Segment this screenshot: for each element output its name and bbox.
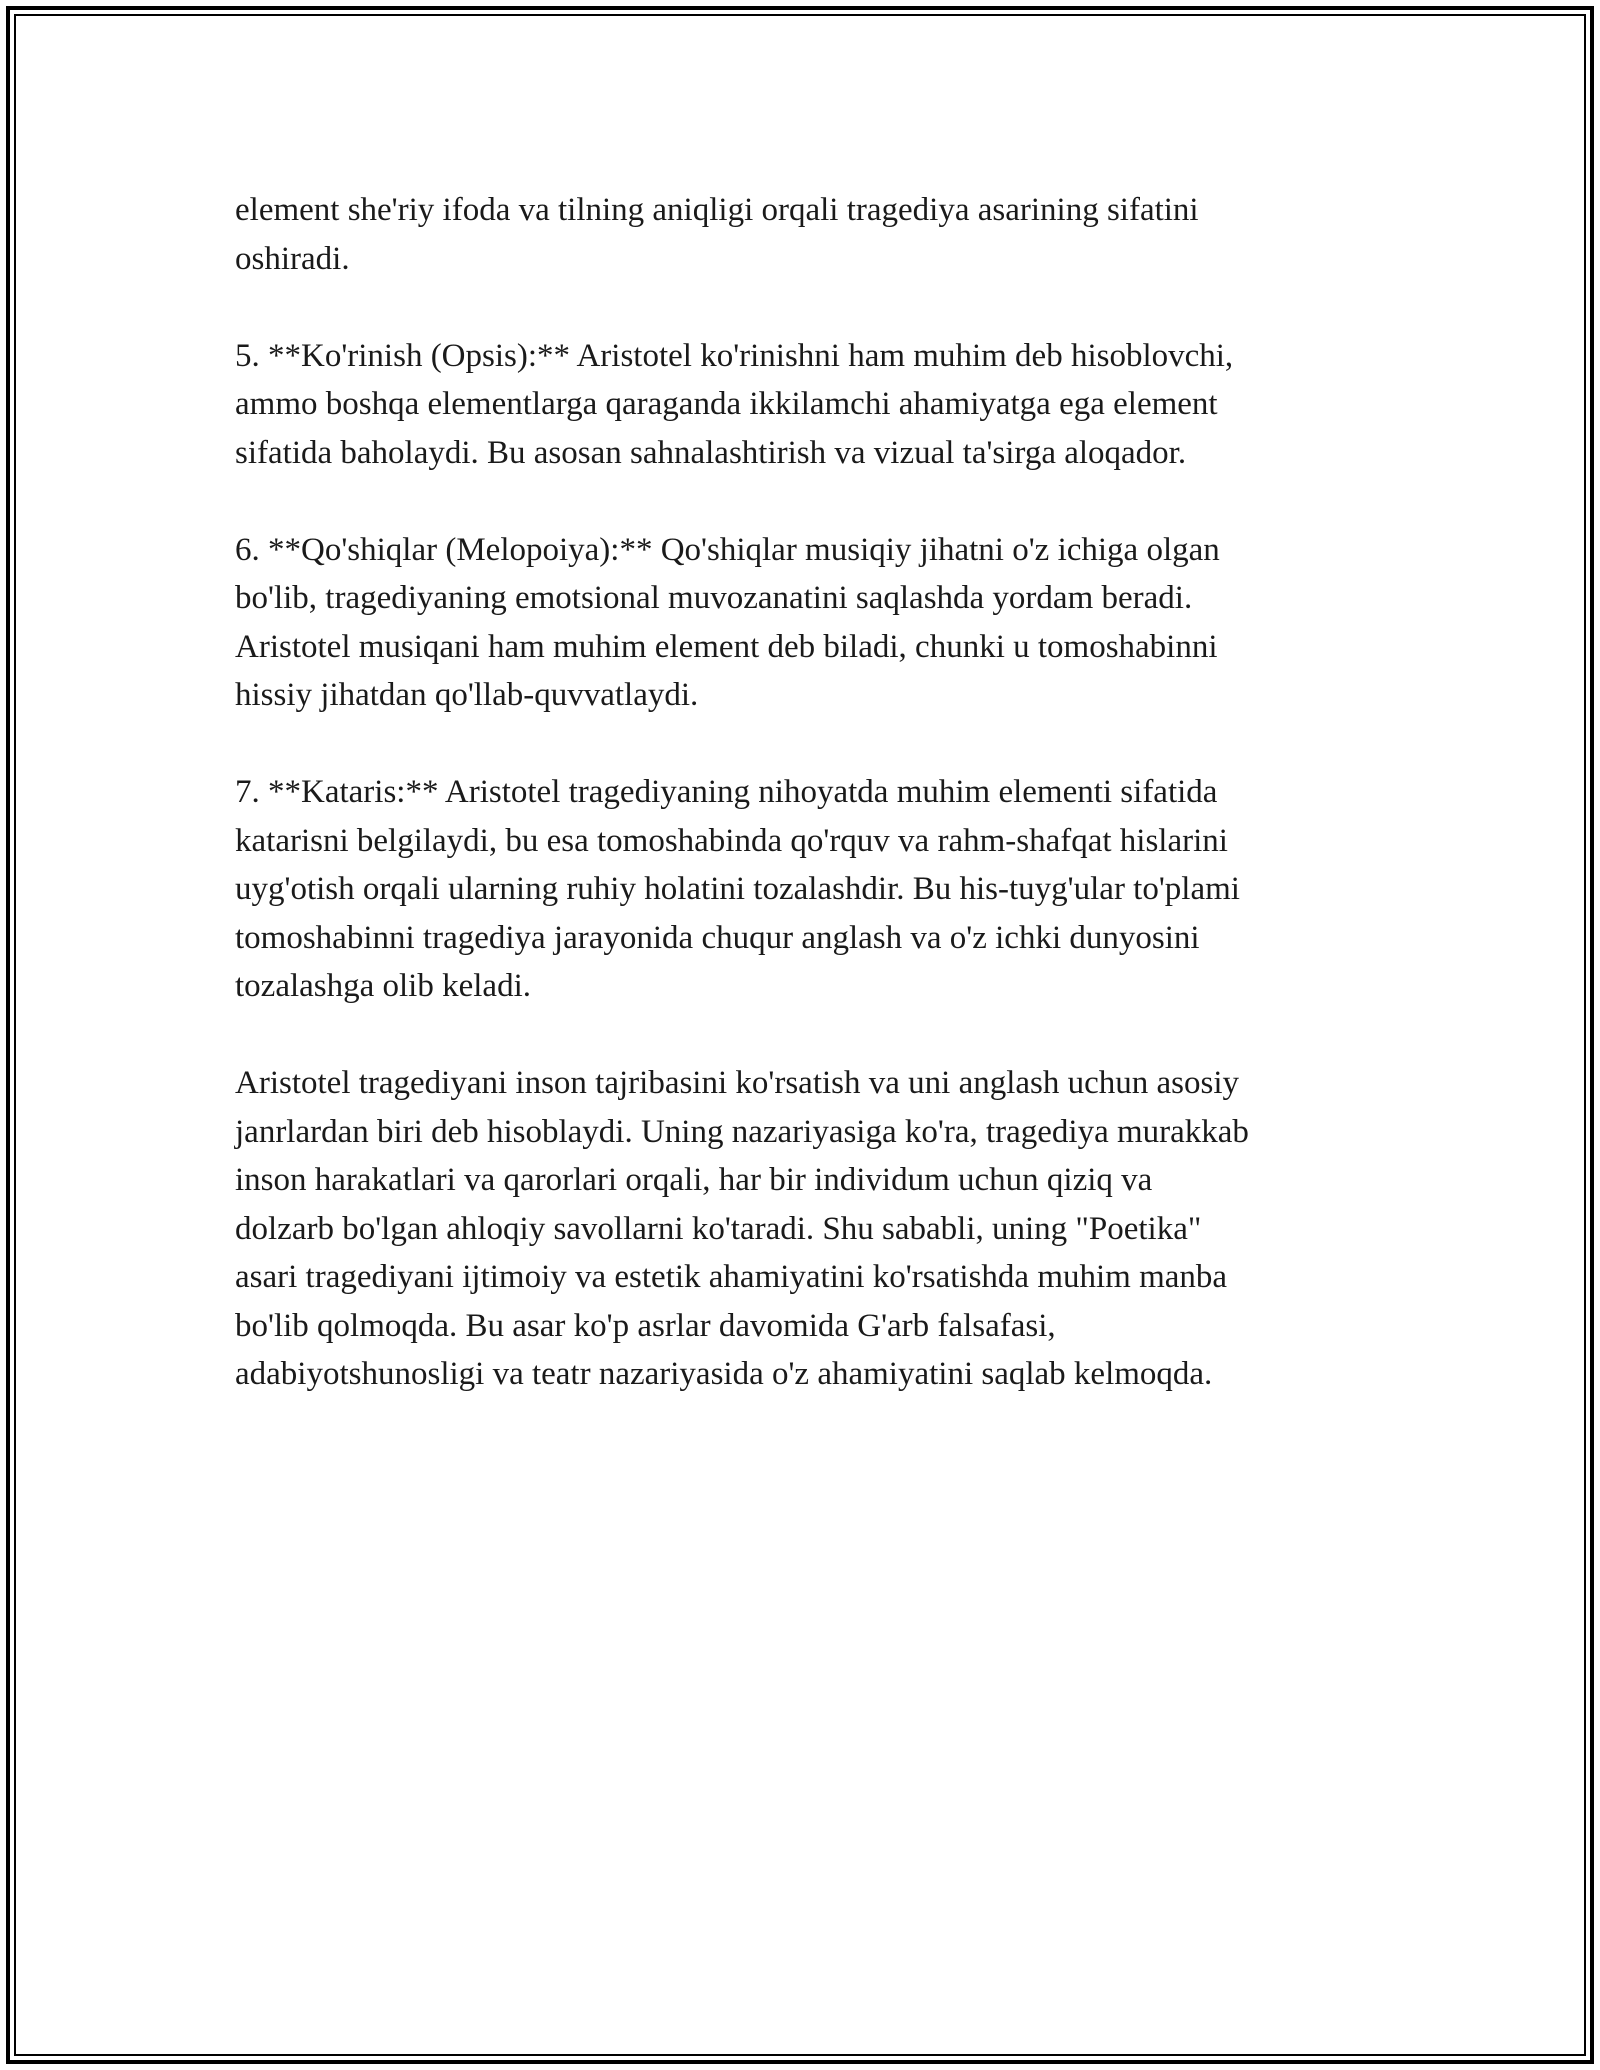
- paragraph-opsis: 5. **Ko'rinish (Opsis):** Aristotel ko'rinishni ham muhim deb hisoblovchi, ammo boshqa elementlarga qaraganda ikkilamchi ahamiyatga ega element sifatida baholaydi. Bu asosan sahnalashtirish va vizual ta'sirga aloqador.: [235, 337, 1234, 471]
- paragraph-melopoiya: 6. **Qo'shiqlar (Melopoiya):** Qo'shiqlar musiqiy jihatni o'z ichiga olgan bo'lib, tragediyaning emotsional muvozanatini saqlashda yordam beradi. Aristotel musiqani ham muhim element deb biladi, chunki u tomoshabinni hissiy jihatdan qo'llab-quvvatlaydi.: [235, 531, 1220, 713]
- paragraph-conclusion: Aristotel tragediyani inson tajribasini ko'rsatish va uni anglash uchun asosiy janrlardan biri deb hisoblaydi. Uning nazariyasiga ko'ra, tragediya murakkab inson harakatlari va qarorlari orqali, har bir individum uchun qiziq va dolzarb bo'lgan ahloqiy savollarni ko'taradi. Shu sababli, uning "Poetika" asari tragediyani ijtimoiy va estetik ahamiyatini ko'rsatishda muhim manba bo'lib qolmoqda. Bu asar ko'p asrlar davomida G'arb falsafasi, adabiyotshunosligi va teatr nazariyasida o'z ahamiyatini saqlab kelmoqda.: [235, 1065, 1249, 1392]
- document-body: [235, 186, 1375, 1399]
- paragraph-kataris: 7. **Kataris:** Aristotel tragediyaning nihoyatda muhim elementi sifatida katarisni belgilaydi, bu esa tomoshabinda qo'rquv va rahm-shafqat hislarini uyg'otish orqali ularning ruhiy holatini tozalashdir. Bu his-tuyg'ular to'plami tomoshabinni tragediya jarayonida chuqur anglash va o'z ichki dunyosini tozalashga olib keladi.: [235, 774, 1240, 1004]
- paragraph-continuation: element she'riy ifoda va tilning aniqligi orqali tragediya asarining sifatini oshiradi.: [235, 192, 1199, 277]
